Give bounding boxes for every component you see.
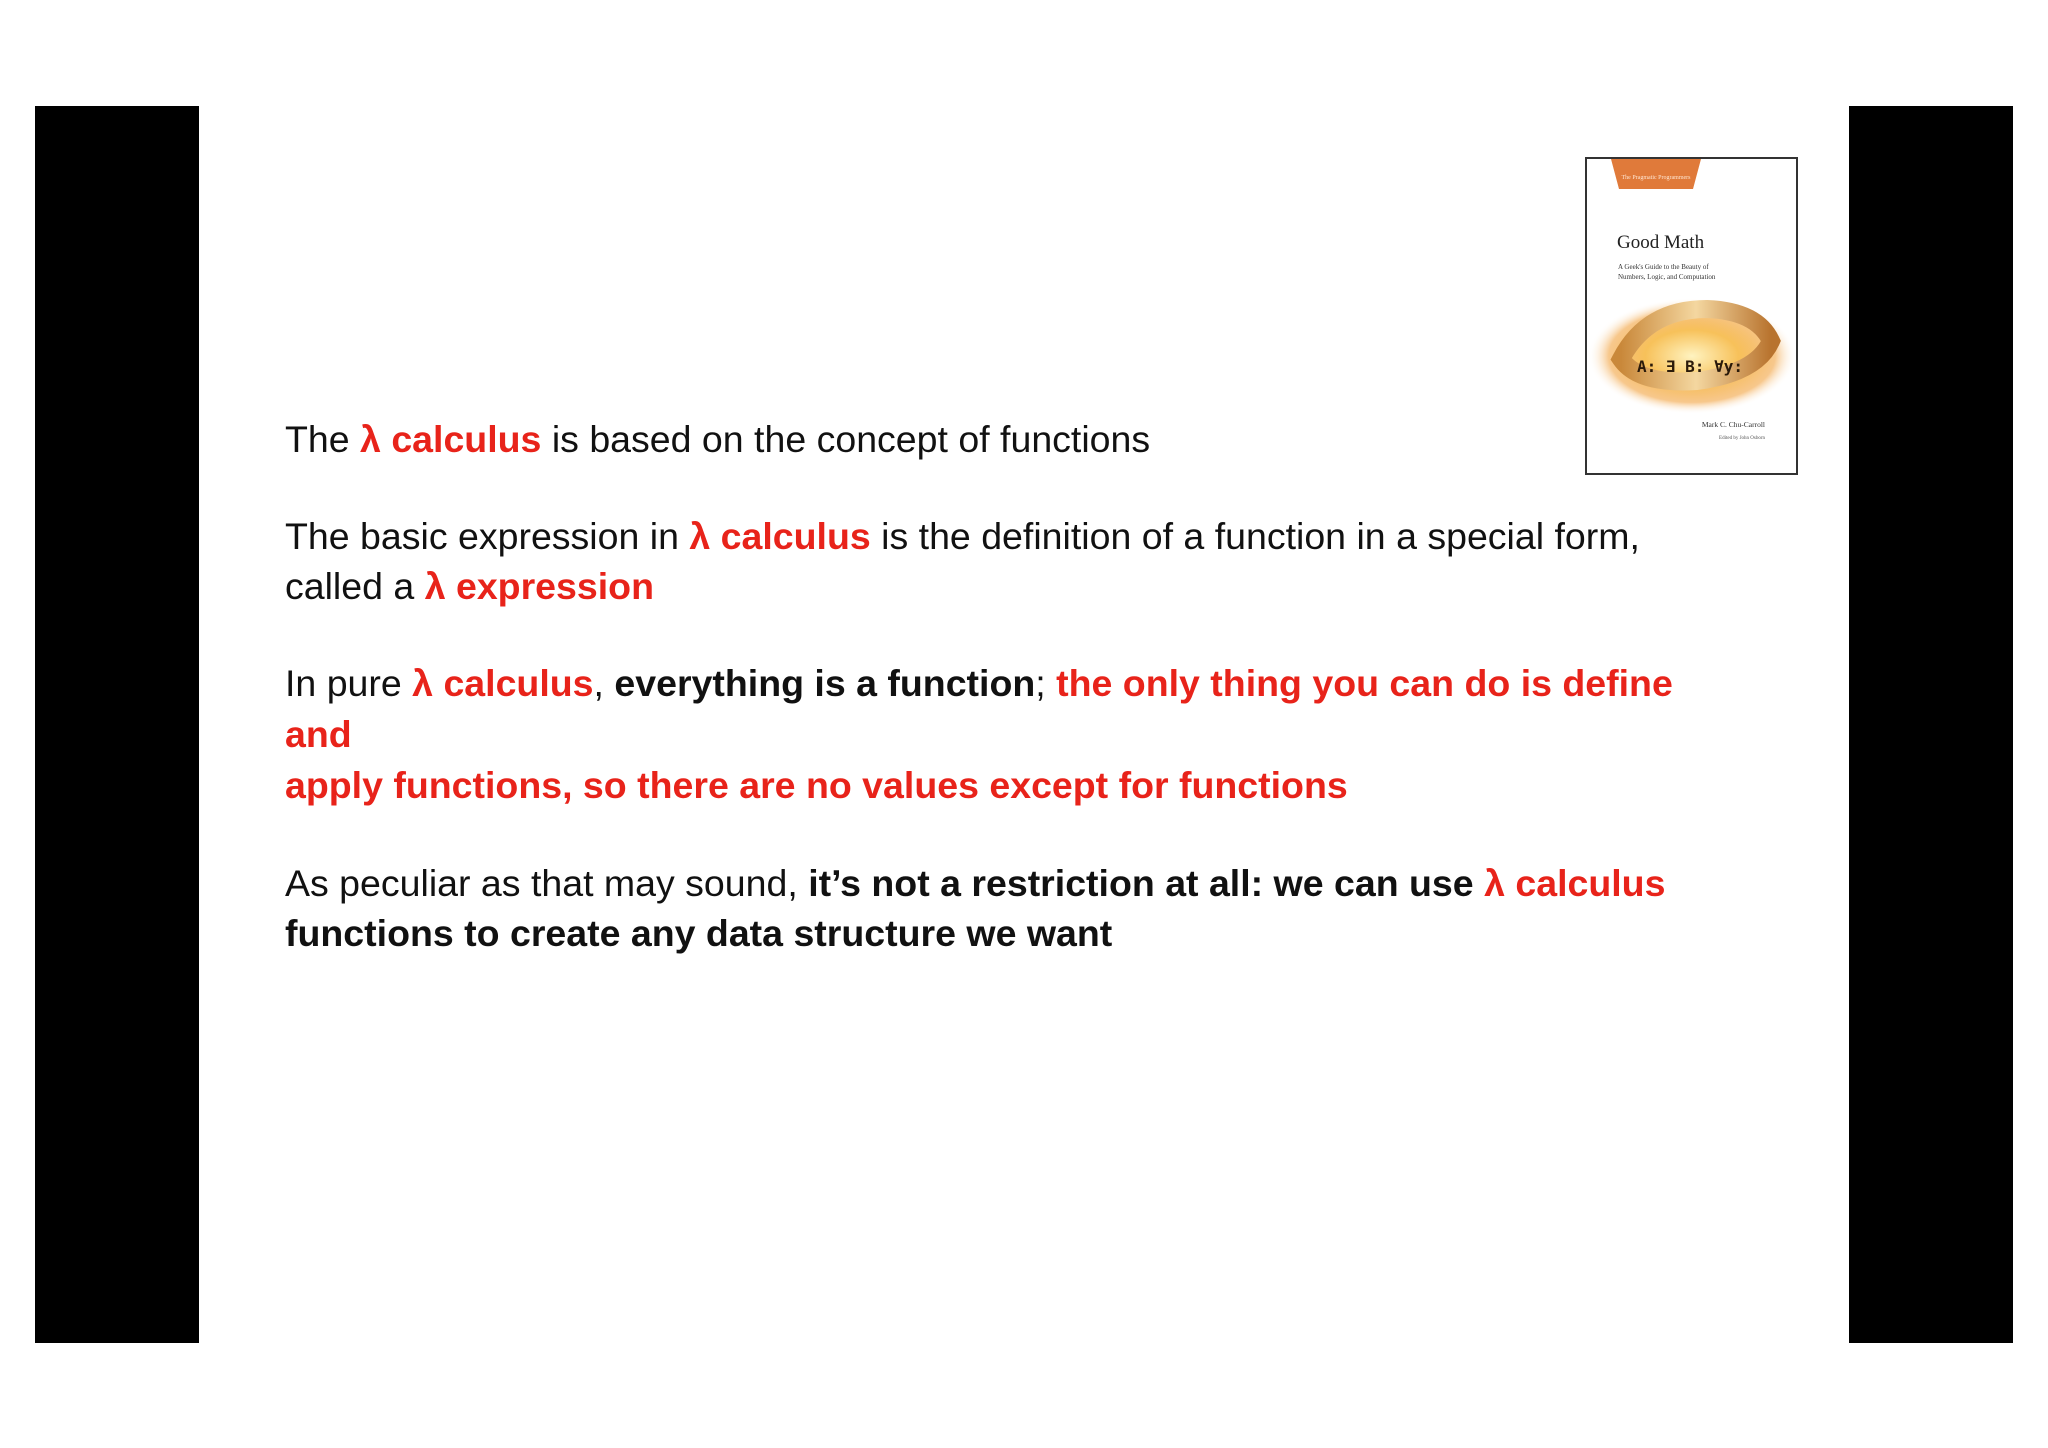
book-author: Mark C. Chu-Carroll bbox=[1701, 420, 1765, 429]
p1-text-a: The bbox=[285, 418, 361, 460]
p4-highlight-lambda-calculus: λ calculus bbox=[1484, 862, 1666, 904]
paragraph-4 bbox=[285, 858, 1735, 958]
slide-body bbox=[285, 414, 1735, 1008]
book-title: Good Math bbox=[1617, 232, 1705, 253]
p4-bold-data-structure: functions to create any data structure we want bbox=[285, 912, 1113, 954]
p2-highlight-lambda-calculus: λ calculus bbox=[689, 515, 871, 557]
paragraph-3 bbox=[285, 658, 1735, 811]
p3-highlight-lambda-calculus: λ calculus bbox=[412, 662, 594, 704]
ring-text: A: ∃ B: ∀y: bbox=[1637, 357, 1743, 376]
p4-bold-not-restriction: it’s not a restriction at all: we can use bbox=[808, 862, 1485, 904]
p2-text-c: is the definition of a function in a special form, bbox=[870, 515, 1640, 557]
publisher-label: The Pragmatic Programmers bbox=[1621, 175, 1691, 181]
publisher-tab bbox=[1611, 159, 1701, 189]
p2-highlight-lambda-expression: λ expression bbox=[424, 565, 654, 607]
p3-text-c: , bbox=[593, 662, 615, 704]
p3-bold-everything-function: everything is a function bbox=[614, 662, 1036, 704]
book-subtitle-line2: Numbers, Logic, and Computation bbox=[1618, 273, 1716, 281]
p2-text-d: called a bbox=[285, 565, 425, 607]
p1-highlight-lambda-calculus: λ calculus bbox=[360, 418, 542, 460]
p3-text-e: ; bbox=[1035, 662, 1057, 704]
paragraph-1 bbox=[285, 414, 1735, 464]
book-subtitle-line1: A Geek's Guide to the Beauty of bbox=[1618, 263, 1709, 271]
p1-text-c: is based on the concept of functions bbox=[541, 418, 1151, 460]
p3-highlight-define-apply-2: apply functions, so there are no values except for functions bbox=[285, 764, 1348, 806]
right-letterbox-bar bbox=[1849, 106, 2013, 1343]
left-letterbox-bar bbox=[35, 106, 199, 1343]
paragraph-2 bbox=[285, 511, 1735, 611]
p3-text-a: In pure bbox=[285, 662, 413, 704]
p2-text-a: The basic expression in bbox=[285, 515, 690, 557]
book-editor: Edited by John Osborn bbox=[1719, 436, 1765, 441]
p4-text-a: As peculiar as that may sound, bbox=[285, 862, 809, 904]
p3-highlight-define-apply-1: the only thing you can do is define and bbox=[285, 662, 1673, 755]
